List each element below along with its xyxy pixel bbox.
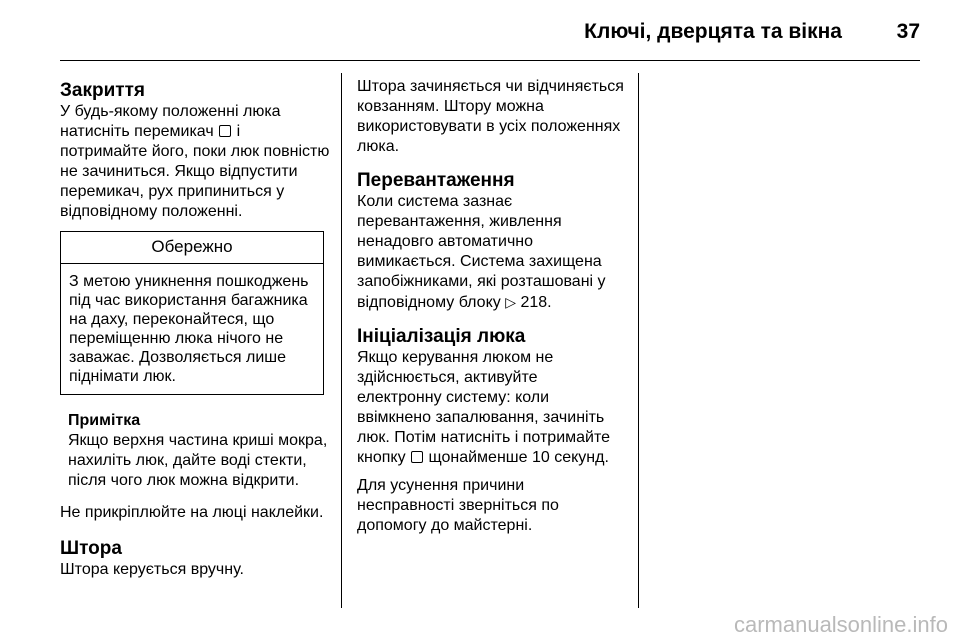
note-block xyxy=(68,411,330,491)
watermark: carmanualsonline.info xyxy=(733,612,948,637)
closing-heading: Закриття xyxy=(60,80,145,101)
header-rule xyxy=(60,60,920,61)
closing-text-2: і потримайте його, поки люк повністю не зачиниться. Якщо відпустити перемикач, рух припиниться у відповідному положенні. xyxy=(60,123,330,220)
column-divider-1 xyxy=(341,73,342,608)
column-divider-2 xyxy=(638,73,639,608)
column-left xyxy=(60,79,330,580)
service-advice: Для усунення причини несправності зверніться по допомогу до майстерні. xyxy=(357,477,559,534)
header-title: Ключі, дверцята та вікна xyxy=(584,20,842,43)
button-symbol-icon xyxy=(411,451,423,463)
page-number: 37 xyxy=(896,20,920,43)
shade-text-continued: Штора зачиняється чи відчиняється ковзанням. Штору можна використовувати в усіх положеннях люка. xyxy=(357,78,624,155)
init-heading: Ініціалізація люка xyxy=(357,326,526,347)
caution-box xyxy=(60,231,324,395)
closing-paragraph xyxy=(60,102,330,222)
caution-text: З метою уникнення пошкоджень під час використання багажника на даху, переконайтеся, що переміщенню люка нічого не заважає. Дозволяється лише піднімати люк. xyxy=(69,273,309,385)
stickers-warning: Не прикріплюйте на люці наклейки. xyxy=(60,504,324,521)
overload-heading: Перевантаження xyxy=(357,170,515,191)
init-text-1: Якщо керування люком не здійснюється, активуйте електронну систему: коли ввімкнено запалювання, зачиніть люк. Потім натисніть і потримайте кнопку xyxy=(357,349,611,466)
switch-symbol-icon xyxy=(219,125,231,137)
note-title: Примітка xyxy=(68,412,141,429)
closing-text-1: У будь-якому положенні люка натисніть перемикач xyxy=(60,103,281,140)
column-middle xyxy=(357,77,625,536)
overload-paragraph xyxy=(357,192,625,313)
overload-page-ref: 218. xyxy=(520,294,552,311)
init-text-2: щонайменше 10 секунд. xyxy=(428,449,609,466)
caution-title: Обережно xyxy=(61,232,323,264)
page-reference-arrow-icon: ▷ xyxy=(505,294,516,310)
overload-text: Коли система зазнає перевантаження, живлення ненадовго автоматично вимикається. Система захищена запобіжниками, які розташовані у відповідному блоку xyxy=(357,193,606,311)
note-text: Якщо верхня частина криші мокра, нахиліть люк, дайте воді стекти, після чого люк можна відкрити. xyxy=(68,432,328,489)
shade-heading: Штора xyxy=(60,538,122,559)
init-paragraph xyxy=(357,348,625,468)
shade-text: Штора керується вручну. xyxy=(60,561,244,578)
